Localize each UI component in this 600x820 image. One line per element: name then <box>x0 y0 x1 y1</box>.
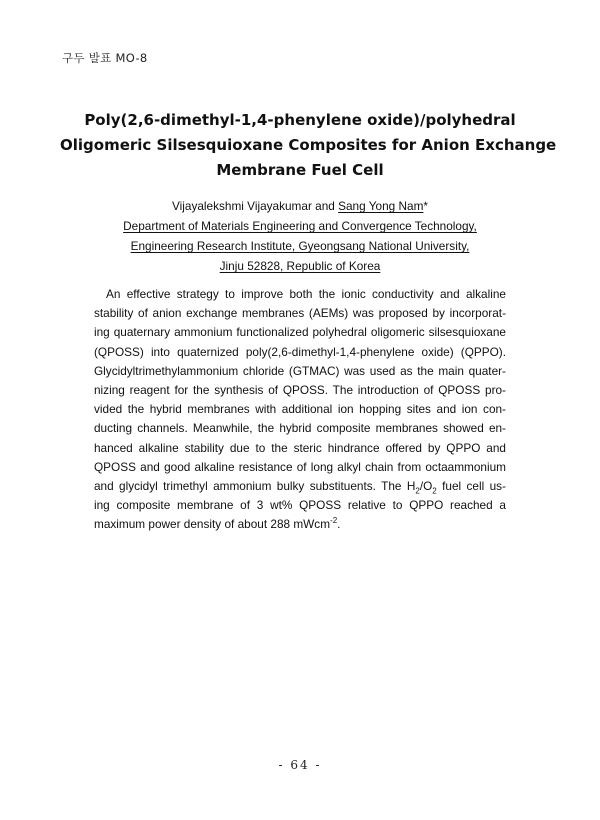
abstract-text: /O <box>419 479 433 494</box>
abstract-line: stability of anion exchange membranes (AEMs) was proposed by incorporat- <box>94 306 506 321</box>
affiliation-line: Jinju 52828, Republic of Korea <box>219 259 381 273</box>
abstract-line: Glycidyltrimethylammonium chloride (GTMAC) was used as the main quater- <box>94 363 506 378</box>
abstract-line: ing composite membrane of 3 wt% QPOSS relative to QPPO reached a <box>94 498 506 513</box>
corresponding-mark: * <box>423 199 428 213</box>
abstract-text: fuel cell us- <box>436 479 506 494</box>
abstract-line: nizing reagent for the synthesis of QPOSS. The introduction of QPOSS pro- <box>94 383 506 398</box>
abstract-text: maximum power density of about 288 mWcm <box>94 517 331 532</box>
abstract <box>94 285 506 535</box>
title-line: Membrane Fuel Cell <box>216 161 384 179</box>
title-line: Oligomeric Silsesquioxane Composites for Anion Exchange <box>60 136 557 154</box>
abstract-line: (QPOSS) into quaternized poly(2,6-dimethyl-1,4-phenylene oxide) (QPPO). <box>94 344 506 359</box>
abstract-text: The H <box>375 479 416 494</box>
abstract-line: vided the hybrid membranes with additional ion hopping sites and ion con- <box>94 402 506 417</box>
corresponding-author-name: Sang Yong Nam <box>338 199 424 213</box>
abstract-line: hanced alkaline stability due to the steric hindrance offered by QPPO and <box>94 440 506 455</box>
abstract-line <box>94 477 506 496</box>
abstract-line <box>94 515 506 534</box>
affiliation-line: Department of Materials Engineering and Convergence Technology, <box>123 219 477 233</box>
superscript: -2 <box>330 516 338 526</box>
affiliation-line: Engineering Research Institute, Gyeongsang National University, <box>130 239 470 253</box>
session-tag: 구두 발표 MO-8 <box>62 51 148 65</box>
abstract-line: ing quaternary ammonium functionalized polyhedral oligomeric silsesquioxane <box>94 325 506 340</box>
abstract-line: An effective strategy to improve both the ionic conductivity and alkaline <box>106 287 506 301</box>
page-number: - 64 - <box>278 758 322 772</box>
abstract-text: and glycidyl trimethyl ammonium bulky substituents. <box>94 479 376 494</box>
author-line <box>60 196 540 216</box>
title-line: Poly(2,6-dimethyl-1,4-phenylene oxide)/polyhedral <box>84 111 516 129</box>
paper-title <box>60 108 557 183</box>
author-conjunction: and <box>315 199 335 213</box>
abstract-line: ducting channels. Meanwhile, the hybrid composite membranes showed en- <box>94 421 506 436</box>
subscript: 2 <box>432 486 437 496</box>
abstract-line: QPOSS and good alkaline resistance of long alkyl chain from octaammonium <box>94 459 506 474</box>
subscript: 2 <box>415 486 420 496</box>
author-block <box>60 196 540 276</box>
author-name: Vijayalekshmi Vijayakumar <box>172 199 312 213</box>
abstract-text: . <box>337 517 341 532</box>
